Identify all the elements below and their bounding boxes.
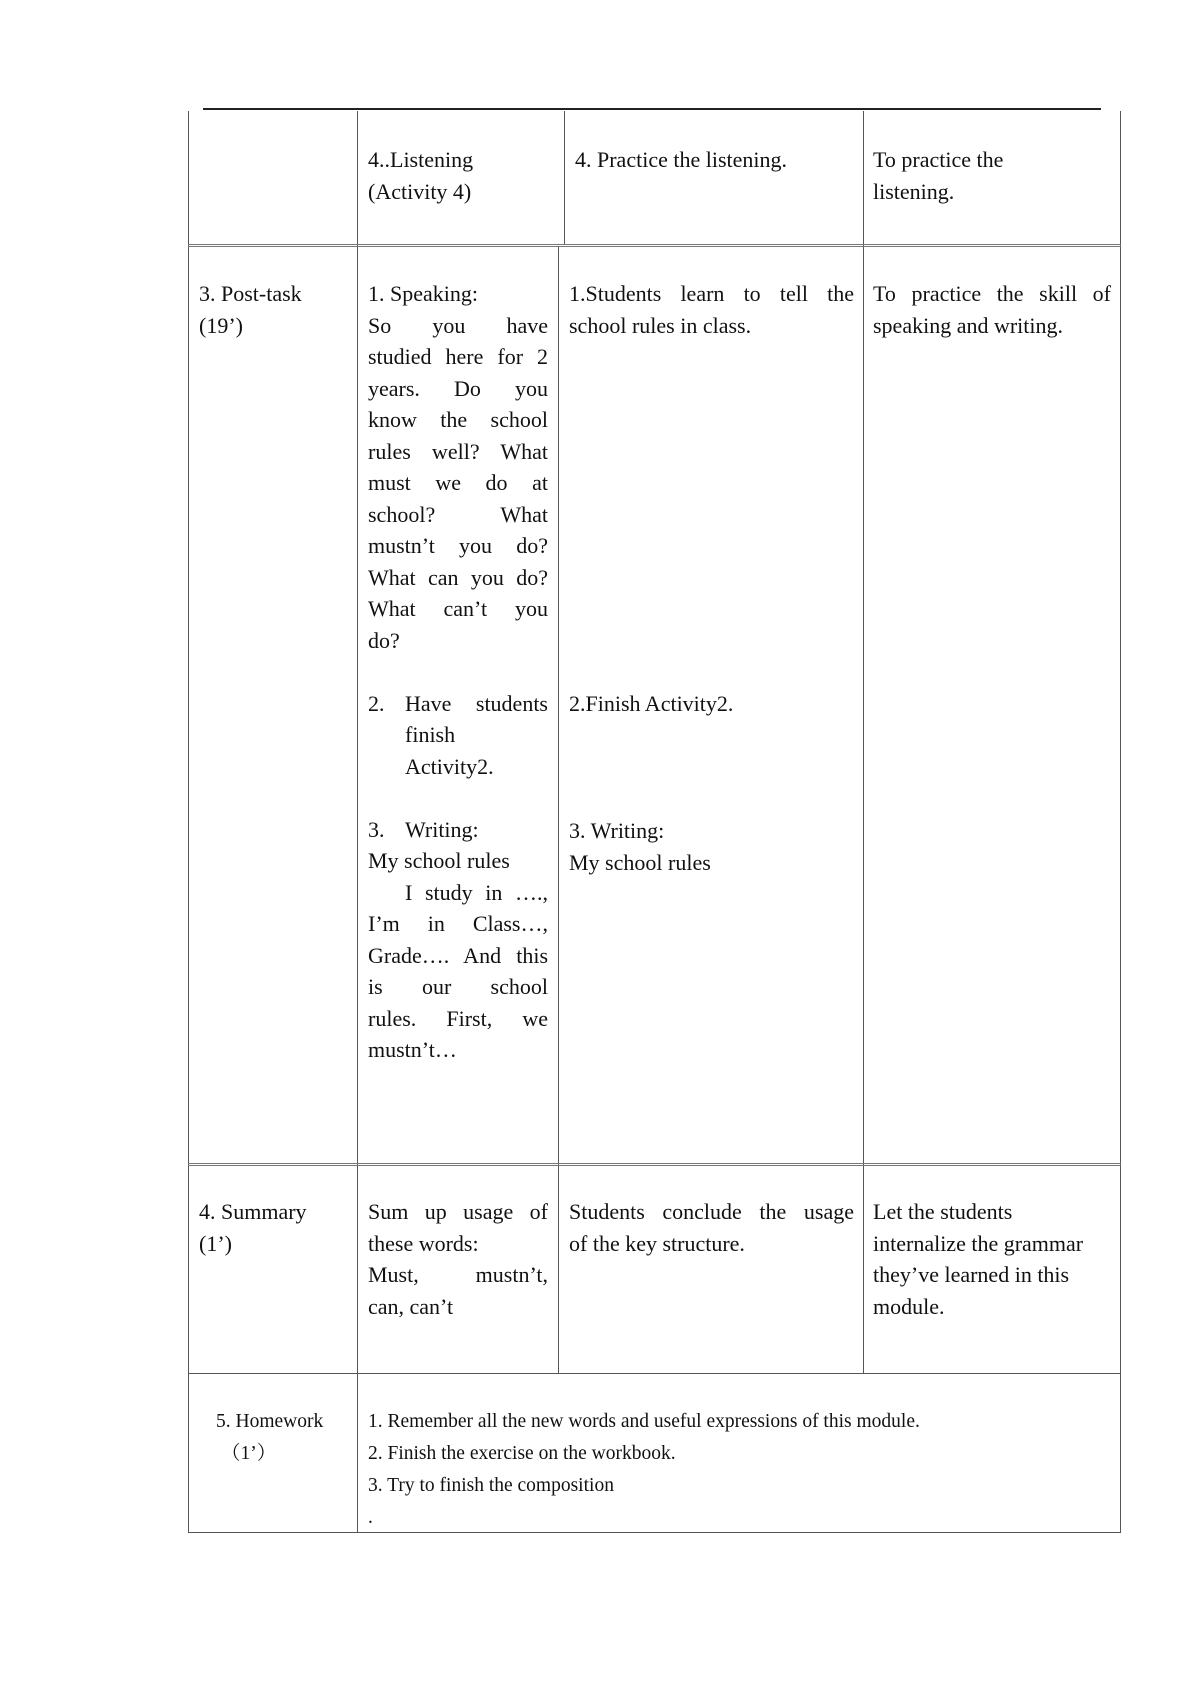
column-divider-1 xyxy=(357,111,358,1533)
stage-label: 3. Post-task xyxy=(199,281,302,306)
stage-label: 4. Summary xyxy=(199,1199,307,1224)
writing-title: Writing: xyxy=(405,816,479,842)
row-divider-3 xyxy=(188,1373,1121,1374)
students-item2-line: 2.Finish Activity2. xyxy=(569,691,734,716)
row4-stage-cell xyxy=(216,1406,354,1470)
homework-item: 1. Remember all the new words and useful expressions of this module. xyxy=(368,1411,920,1432)
purpose-line: speaking and writing. xyxy=(873,312,1064,338)
row2-purpose-cell xyxy=(873,278,1111,341)
row-divider-2 xyxy=(188,1163,1121,1166)
row1-purpose-line: To practice the xyxy=(873,147,1004,172)
summary-purpose-line: they’ve learned in this xyxy=(873,1262,1070,1287)
top-rule xyxy=(203,108,1101,110)
writing-line: I’m in Class…, xyxy=(368,911,548,936)
speaking-line: know the school xyxy=(368,407,548,432)
row4-homework-cell xyxy=(368,1406,1113,1534)
summary-students-line: Students conclude the usage xyxy=(569,1199,854,1224)
item2-line: Have students xyxy=(405,690,548,716)
speaking-line: mustn’t you do? xyxy=(368,533,548,558)
table-border-left xyxy=(188,111,189,1533)
stage-label: 5. Homework xyxy=(216,1411,324,1432)
row3-students-cell xyxy=(569,1196,854,1259)
row1-students-line: 4. Practice the listening. xyxy=(575,147,787,172)
writing-line: rules. First, we xyxy=(368,1005,548,1031)
writing-line: mustn’t… xyxy=(368,1037,457,1062)
speaking-line: So you have xyxy=(368,312,548,338)
row2-stage-cell xyxy=(199,278,349,341)
summary-line: can, can’t xyxy=(368,1293,454,1319)
speaking-line: do? xyxy=(368,627,400,653)
summary-purpose-line: module. xyxy=(873,1293,945,1319)
row2-teacher-cell xyxy=(368,278,548,1066)
row1-purpose-line: listening. xyxy=(873,178,955,204)
summary-line: Sum up usage of xyxy=(368,1199,548,1224)
row1-teacher-cell xyxy=(368,144,553,207)
column-divider-2a xyxy=(564,111,565,245)
item2-line: finish xyxy=(405,722,456,747)
summary-purpose-line: internalize the grammar xyxy=(873,1230,1084,1256)
speaking-line: must we do at xyxy=(368,470,548,495)
speaking-line: school? What xyxy=(368,501,548,527)
homework-item: 2. Finish the exercise on the workbook. xyxy=(368,1443,676,1464)
row1-purpose-cell xyxy=(873,144,1113,207)
row1-students-cell xyxy=(575,144,855,176)
summary-purpose-line: Let the students xyxy=(873,1199,1013,1224)
speaking-line: years. Do you xyxy=(368,375,548,401)
students-item3-line: My school rules xyxy=(569,849,711,875)
row3-stage-cell xyxy=(199,1196,349,1259)
writing-subtitle: My school rules xyxy=(368,848,510,873)
homework-item: 3. Try to finish the composition xyxy=(368,1475,614,1496)
column-divider-3 xyxy=(863,111,864,1374)
writing-line: Grade…. And this xyxy=(368,942,548,968)
teacher-item-3 xyxy=(368,814,548,846)
students-item1-line: school rules in class. xyxy=(569,312,752,338)
row2-students-cell xyxy=(569,278,854,341)
students-item1-line: 1.Students learn to tell the xyxy=(569,281,854,306)
column-divider-2b xyxy=(558,246,559,1374)
table-border-right xyxy=(1120,111,1121,1533)
row1-teacher-line: (Activity 4) xyxy=(368,178,472,204)
item-number: 3. xyxy=(368,816,385,842)
stage-duration: （1’） xyxy=(221,1443,277,1464)
speaking-line: rules well? What xyxy=(368,438,548,464)
summary-students-line: of the key structure. xyxy=(569,1230,745,1256)
writing-line: is our school xyxy=(368,974,548,999)
row3-teacher-cell xyxy=(368,1196,548,1322)
row1-teacher-line: 4..Listening xyxy=(368,147,474,172)
stage-duration: (19’) xyxy=(199,312,243,338)
teacher-item-2 xyxy=(368,688,548,783)
students-item3-line: 3. Writing: xyxy=(569,818,665,843)
item-number: 2. xyxy=(368,690,385,716)
summary-line: these words: xyxy=(368,1230,479,1256)
row3-purpose-cell xyxy=(873,1196,1113,1322)
row2-students-item2 xyxy=(569,688,854,720)
writing-line: I study in …., xyxy=(405,879,548,905)
purpose-line: To practice the skill of xyxy=(873,281,1111,306)
row2-students-item3 xyxy=(569,815,854,878)
item2-line: Activity2. xyxy=(405,753,494,779)
speaking-line: What can you do? xyxy=(368,564,548,590)
summary-line: Must, mustn’t, xyxy=(368,1262,548,1287)
speaking-line: What can’t you xyxy=(368,596,548,621)
row-divider-1 xyxy=(188,244,1121,247)
stage-duration: (1’) xyxy=(199,1230,232,1256)
speaking-line: studied here for 2 xyxy=(368,344,548,369)
speaking-title: 1. Speaking: xyxy=(368,281,478,306)
homework-item: . xyxy=(368,1507,373,1528)
